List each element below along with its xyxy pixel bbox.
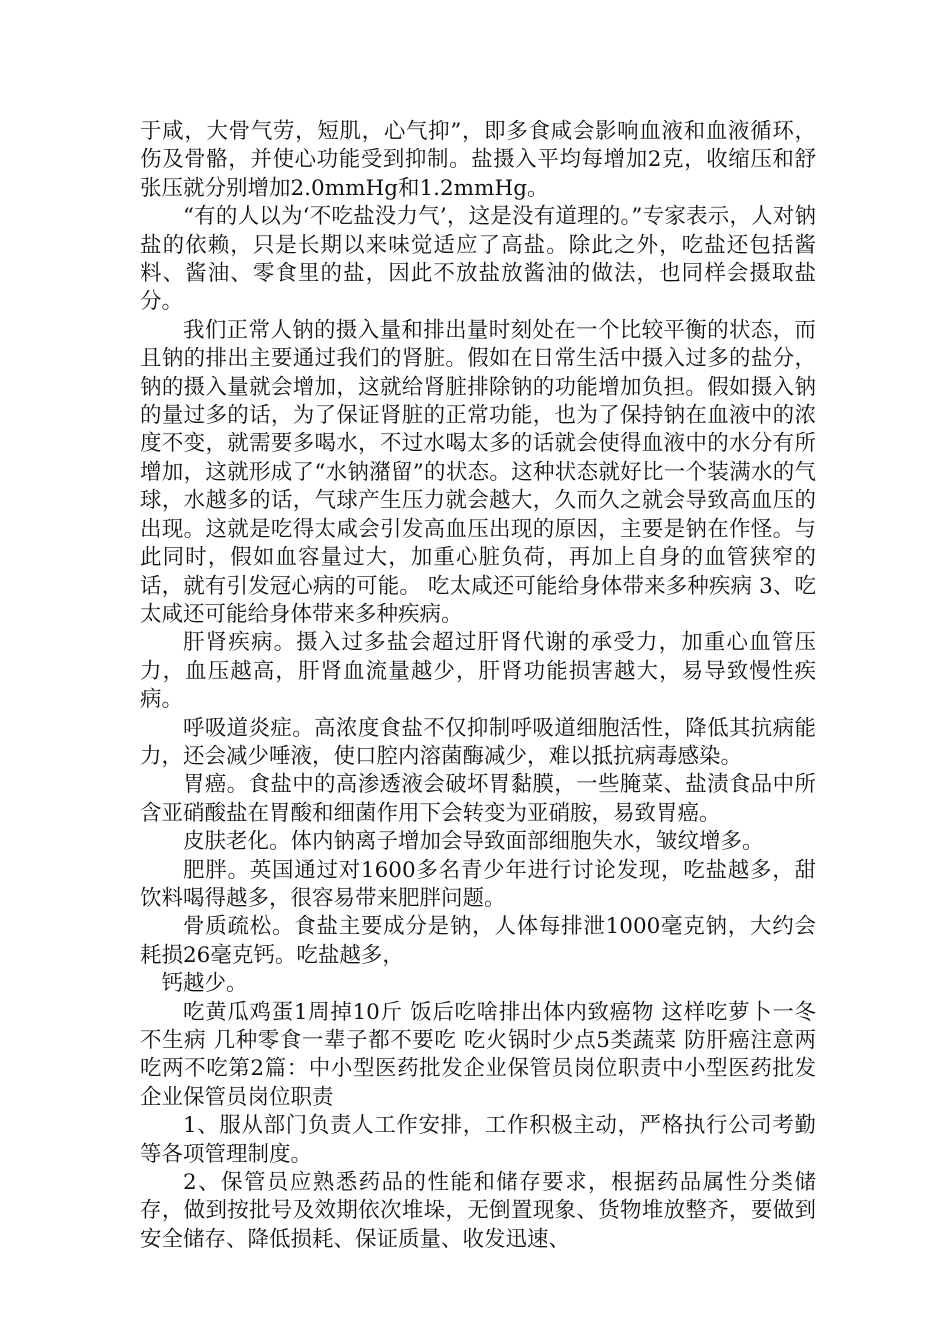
paragraph-duty-2: 2、保管员应熟悉药品的性能和储存要求，根据药品属性分类储存，做到按批号及效期依次堆垛，无倒置现象、货物堆放整齐，要做到安全储存、降低损耗、保证质量、收发迅速、 xyxy=(140,1170,816,1252)
paragraph-salt-health-effects: 于咸，大骨气劳，短肌，心气抑”，即多食咸会影响血液和血液循环，伤及骨骼，并使心功能受到抑制。盐摄入平均每增加2克，收缩压和舒张压就分别增加2.0mmHg和1.2mmHg。 xyxy=(140,119,816,201)
paragraph-obesity: 肥胖。英国通过对1600多名青少年进行讨论发现，吃盐越多，甜饮料喝得越多，很容易带来肥胖问题。 xyxy=(140,857,816,911)
paragraph-respiratory-inflammation: 呼吸道炎症。高浓度食盐不仅抑制呼吸道细胞活性，降低其抗病能力，还会减少唾液，使口腔内溶菌酶减少，难以抵抗病毒感染。 xyxy=(140,715,816,769)
paragraph-skin-aging: 皮肤老化。体内钠离子增加会导致面部细胞失水，皱纹增多。 xyxy=(183,829,764,855)
document-page xyxy=(140,118,816,1254)
paragraph-osteoporosis: 骨质疏松。食盐主要成分是钠，人体每排泄1000毫克钠，大约会耗损26毫克钙。吃盐越多， xyxy=(140,914,816,968)
paragraph-related-links-and-part2-title: 吃黄瓜鸡蛋1周掉10斤 饭后吃啥排出体内致癌物 这样吃萝卜一冬不生病 几种零食一辈子都不要吃 吃火锅时少点5类蔬菜 防肝癌注意两吃两不吃第2篇：中小型医药批发企业保管员岗位职责中小型医药批发企业保管员岗位职责 xyxy=(140,999,816,1110)
paragraph-duty-1: 1、服从部门负责人工作安排，工作积极主动，严格执行公司考勤等各项管理制度。 xyxy=(140,1113,816,1167)
paragraph-sodium-balance: 我们正常人钠的摄入量和排出量时刻处在一个比较平衡的状态，而且钠的排出主要通过我们的肾脏。假如在日常生活中摄入过多的盐分，钠的摄入量就会增加，这就给肾脏排除钠的功能增加负担。假如摄入钠的量过多的话，为了保证肾脏的正常功能，也为了保持钠在血液中的浓度不变，就需要多喝水，不过水喝太多的话就会使得血液中的水分有所增加，这就形成了“水钠潴留”的状态。这种状态就好比一个装满水的气球，水越多的话，气球产生压力就会越大，久而久之就会导致高血压的出现。这就是吃得太咸会引发高血压出现的原因，主要是钠在作怪。与此同时，假如血容量过大，加重心脏负荷，再加上自身的血管狭窄的话，就有引发冠心病的可能。 吃太咸还可能给身体带来多种疾病 3、吃太咸还可能给身体带来多种疾病。 xyxy=(140,317,816,627)
paragraph-calcium-less: 钙越少。 xyxy=(161,971,248,997)
paragraph-stomach-cancer: 胃癌。食盐中的高渗透液会破坏胃黏膜，一些腌菜、盐渍食品中所含亚硝酸盐在胃酸和细菌作用下会转变为亚硝胺，易致胃癌。 xyxy=(140,772,816,826)
paragraph-expert-opinion: “有的人以为‘不吃盐没力气’，这是没有道理的。”专家表示，人对钠盐的依赖，只是长期以来味觉适应了高盐。除此之外，吃盐还包括酱料、酱油、零食里的盐，因此不放盐放酱油的做法，也同样会摄取盐分。 xyxy=(140,204,816,315)
paragraph-liver-kidney-disease: 肝肾疾病。摄入过多盐会超过肝肾代谢的承受力，加重心血管压力，血压越高，肝肾血流量越少，肝肾功能损害越大，易导致慢性疾病。 xyxy=(140,630,816,713)
